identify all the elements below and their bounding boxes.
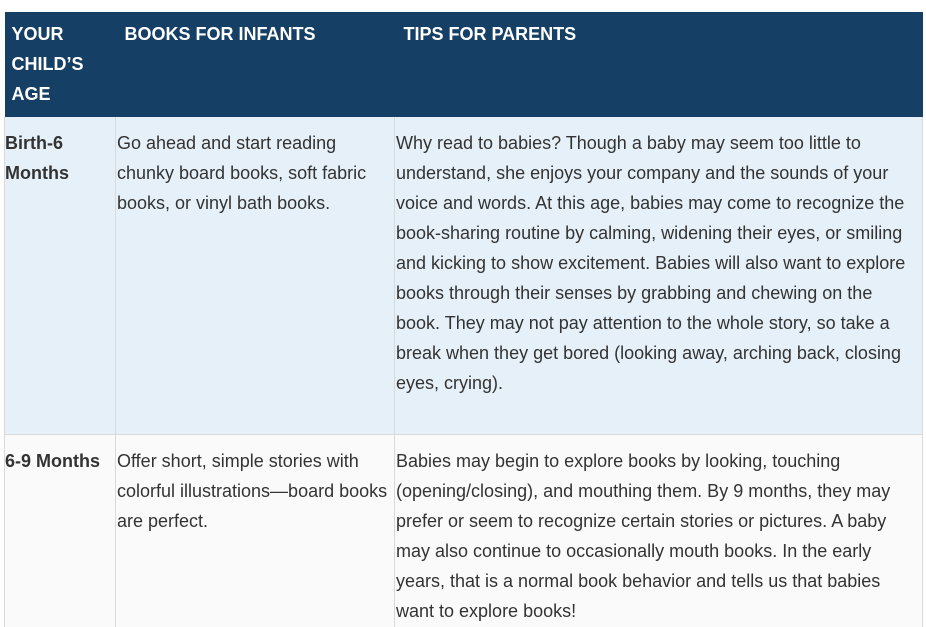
header-books: BOOKS FOR INFANTS [116, 12, 395, 117]
header-row [5, 12, 923, 117]
table-row [5, 434, 923, 627]
cell-tips: Babies may begin to explore books by looking, touching (opening/closing), and mouthing them. By 9 months, they may prefer or seem to recognize certain stories or pictures. A baby may also continue to occasionally mouth books. In the early years, that is a normal book behavior and tells us that babies want to explore books! [395, 434, 923, 627]
cell-age: Birth-6 Months [5, 117, 116, 434]
header-tips: TIPS FOR PARENTS [395, 12, 923, 117]
table-row [5, 117, 923, 434]
cell-books: Offer short, simple stories with colorful illustrations—board books are perfect. [116, 434, 395, 627]
cell-books: Go ahead and start reading chunky board books, soft fabric books, or vinyl bath books. [116, 117, 395, 434]
header-age: YOUR CHILD’S AGE [5, 12, 116, 117]
table-body [5, 117, 923, 627]
table-header [5, 12, 923, 117]
reading-tips-table [4, 12, 923, 627]
cell-tips: Why read to babies? Though a baby may seem too little to understand, she enjoys your company and the sounds of your voice and words. At this age, babies may come to recognize the book-sharing routine by calming, widening their eyes, or smiling and kicking to show excitement. Babies will also want to explore books through their senses by grabbing and chewing on the book. They may not pay attention to the whole story, so take a break when they get bored (looking away, arching back, closing eyes, crying). [395, 117, 923, 434]
cell-age: 6-9 Months [5, 434, 116, 627]
